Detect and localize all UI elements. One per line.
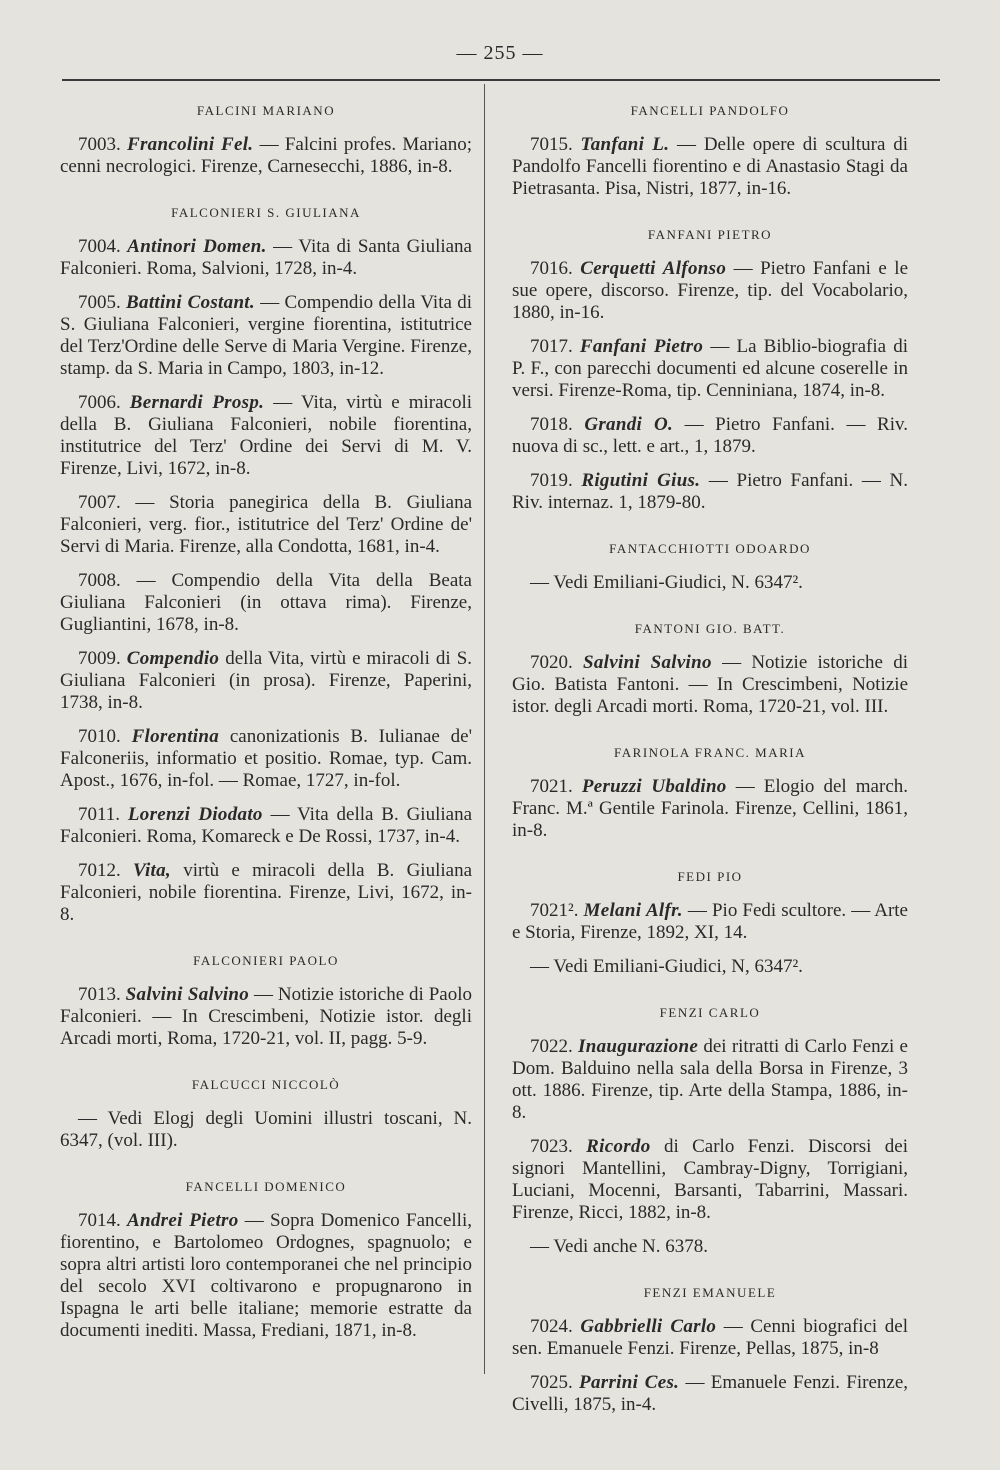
section-heading: FANTONI GIO. BATT. (634, 621, 786, 636)
bibliography-entry (512, 414, 908, 458)
bibliography-entry (512, 134, 908, 200)
bibliography-section (60, 102, 472, 178)
section-heading: FENZI CARLO (659, 1005, 761, 1020)
bibliography-entry (60, 1108, 472, 1152)
entry-number: 7009. (78, 648, 121, 669)
bibliography-entry (512, 470, 908, 514)
entry-author: Rigutini Gius. (581, 470, 701, 491)
section-heading: FALCONIERI PAOLO (193, 953, 339, 968)
entry-number: 7019. (530, 470, 573, 491)
section-heading: FENZI EMANUELE (643, 1285, 777, 1300)
entry-author: Salvini Salvino (125, 984, 250, 1005)
entry-text: — Pietro Fanfani. — N. Riv. internaz. 1, 1879-80. (512, 470, 908, 513)
bibliography-entry (60, 648, 472, 714)
bibliography-entry (60, 134, 472, 178)
entry-text: — Vita di Santa Giuliana Falconieri. Roma, Salvioni, 1728, in-4. (60, 236, 472, 279)
entry-number: 7017. (530, 336, 573, 357)
entry-number: 7007. (78, 492, 121, 513)
bibliography-entry (60, 492, 472, 558)
entry-author: Florentina (131, 726, 220, 747)
entry-number: 7012. (78, 860, 121, 881)
entry-text: della Vita, virtù e miracoli di S. Giuliana Falconieri (in prosa). Firenze, Paperini, 1738, in-8. (60, 648, 473, 713)
entry-number: 7022. (530, 1036, 573, 1057)
entry-number: 7015. (530, 134, 573, 155)
bibliography-section (60, 204, 472, 926)
entry-number: 7021. (530, 776, 573, 797)
entry-text: — Vita della B. Giuliana Falconieri. Roma, Komareck e De Rossi, 1737, in-4. (60, 804, 473, 847)
entry-text: — Pietro Fanfani. — Riv. nuova di sc., lett. e art., 1, 1879. (512, 414, 908, 457)
bibliography-entry (512, 572, 908, 594)
entry-text: — Cenni biografici del sen. Emanuele Fenzi. Firenze, Pellas, 1875, in-8 (512, 1316, 908, 1359)
entry-author: Gabbrielli Carlo (580, 1316, 717, 1337)
entry-text: dei ritratti di Carlo Fenzi e Dom. Balduino nella sala della Borsa in Firenze, 3 ott. 1886. Firenze, tip. Arte della Stampa, 1886, in-8. (512, 1036, 908, 1123)
entry-author: Lorenzi Diodato (127, 804, 263, 825)
entry-author: Melani Alfr. (583, 900, 683, 921)
bibliography-section (512, 1284, 908, 1416)
bibliography-entry (512, 652, 908, 718)
section-heading: FALCONIERI S. GIULIANA (171, 205, 361, 220)
bibliography-entry (512, 336, 908, 402)
entry-text: — Falcini profes. Mariano; cenni necrologici. Firenze, Carnesecchi, 1886, in-8. (60, 134, 472, 177)
section-heading: FARINOLA FRANC. MARIA (614, 745, 806, 760)
entry-author: Battini Costant. (126, 292, 255, 313)
section-heading: FANTACCHIOTTI ODOARDO (609, 541, 811, 556)
entry-text: — Sopra Domenico Fancelli, fiorentino, e Bartolomeo Ordognes, spagnuolo; e sopra altri artisti loro contemporanei che nel principio del secolo XVI coltivarono e propugnarono in Ispagna le arti belle italiane; memorie estratte da documenti inediti. Massa, Frediani, 1871, in-8. (60, 1210, 472, 1341)
entry-author: Cerquetti Alfonso (580, 258, 727, 279)
entry-author: Compendio (126, 648, 220, 669)
entry-text: — Vedi anche N. 6378. (530, 1236, 709, 1257)
entry-number: 7003. (78, 134, 121, 155)
entry-text: — Notizie istoriche di Paolo Falconieri. — In Crescimbeni, Notizie istor. degli Arcadi morti, Roma, 1720-21, vol. II, pagg. 5-9. (60, 984, 473, 1049)
entry-author: Ricordo (586, 1136, 651, 1157)
bibliography-entry (512, 1036, 908, 1124)
entry-author: Tanfani L. (580, 134, 670, 155)
entry-author: Antinori Domen. (127, 236, 267, 257)
entry-author: Salvini Salvino (583, 652, 712, 673)
entry-text: — Vita, virtù e miracoli della B. Giuliana Falconieri, nobile fiorentina, institutrice del Terz' Ordine dei Servi di M. V. Firenze, Livi, 1672, in-8. (60, 392, 473, 479)
bibliography-entry (60, 392, 472, 480)
page-number: — 255 — (456, 42, 544, 64)
entry-number: 7025. (530, 1372, 573, 1393)
bibliography-section (512, 102, 908, 200)
bibliography-entry (60, 726, 472, 792)
bibliography-entry (512, 900, 908, 944)
bibliography-entry (60, 1210, 472, 1342)
entry-author: Bernardi Prosp. (129, 392, 265, 413)
entry-number: 7024. (530, 1316, 573, 1337)
bibliography-section (512, 540, 908, 594)
bibliography-section (512, 1004, 908, 1258)
entry-text: — Elogio del march. Franc. M.ª Gentile Farinola. Firenze, Cellini, 1861, in-8. (512, 776, 909, 841)
bibliography-section (512, 226, 908, 514)
entry-text: di Carlo Fenzi. Discorsi dei signori Mantellini, Cambray-Digny, Torrigiani, Luciani, Mocenni, Barsanti, Tabarrini, Massari. Firenze, Ricci, 1882, in-8. (512, 1136, 909, 1223)
bibliography-entry (60, 236, 472, 280)
entry-number: 7010. (78, 726, 121, 747)
header-rule (62, 79, 940, 81)
section-heading: FANCELLI PANDOLFO (630, 103, 790, 118)
bibliography-entry (512, 1372, 908, 1416)
bibliography-entry (512, 1236, 908, 1258)
entry-author: Inaugurazione (578, 1036, 699, 1057)
bibliography-entry (60, 860, 472, 926)
entry-number: 7008. (78, 570, 121, 591)
bibliography-section (512, 744, 908, 842)
entry-text: — Emanuele Fenzi. Firenze, Civelli, 1875, in-4. (512, 1372, 908, 1415)
section-heading: FEDI PIO (677, 869, 743, 884)
entry-text: canonizationis B. Iulianae de' Falconeriis, informatio et positio. Romae, typ. Cam. Apost., 1676, in-fol. — Romae, 1727, in-fol. (60, 726, 472, 791)
entry-text: — Storia panegirica della B. Giuliana Falconieri, verg. fior., istitutrice del Terz' Ordine de' Servi di Maria. Firenze, alla Condotta, 1681, in-4. (60, 492, 473, 557)
entry-number: 7016. (530, 258, 573, 279)
bibliography-section (512, 868, 908, 978)
entry-number: 7004. (78, 236, 121, 257)
entry-author: Grandi O. (584, 414, 674, 435)
bibliography-section (60, 952, 472, 1050)
entry-number: 7006. (78, 392, 121, 413)
entry-number: 7023. (530, 1136, 573, 1157)
bibliography-entry (60, 292, 472, 380)
entry-author: Peruzzi Ubaldino (581, 776, 727, 797)
entry-text: — Compendio della Vita di S. Giuliana Falconieri, vergine fiorentina, istitutrice del Terz'Ordine delle Serve di Maria Vergine. Firenze, stamp. da S. Maria in Campo, 1803, in-12. (60, 292, 472, 379)
entry-text: virtù e miracoli della B. Giuliana Falconieri, nobile fiorentina. Firenze, Livi, 1672, in-8. (60, 860, 472, 925)
entry-number: 7014. (78, 1210, 121, 1231)
entry-text: — Vedi Emiliani-Giudici, N. 6347². (530, 572, 803, 593)
entry-number: 7020. (530, 652, 573, 673)
section-heading: FALCINI MARIANO (196, 103, 336, 118)
entry-number: 7011. (78, 804, 121, 825)
bibliography-entry (512, 258, 908, 324)
bibliography-section (60, 1076, 472, 1152)
bibliography-entry (512, 1316, 908, 1360)
bibliography-entry (512, 1136, 908, 1224)
entry-author: Vita, (133, 860, 171, 881)
left-column (60, 102, 472, 1368)
bibliography-entry (60, 804, 472, 848)
section-heading: FALCUCCI NICCOLÒ (191, 1077, 341, 1092)
section-heading: FANCELLI DOMENICO (185, 1179, 347, 1194)
entry-text: — Pietro Fanfani e le sue opere, discorso. Firenze, tip. del Vocabolario, 1880, in-16. (512, 258, 909, 323)
column-divider (484, 84, 485, 1374)
bibliography-entry (512, 776, 908, 842)
entry-text: — Notizie istoriche di Gio. Batista Fantoni. — In Crescimbeni, Notizie istor. degli Arcadi morti. Roma, 1720-21, vol. III. (512, 652, 908, 717)
bibliography-section (60, 1178, 472, 1342)
entry-number: 7018. (530, 414, 573, 435)
entry-author: Parrini Ces. (579, 1372, 680, 1393)
entry-text: — Vedi Elogj degli Uomini illustri toscani, N. 6347, (vol. III). (60, 1108, 472, 1151)
entry-number: 7021². (530, 900, 579, 921)
bibliography-entry (512, 956, 908, 978)
bibliography-entry (60, 570, 472, 636)
right-column (512, 102, 908, 1442)
entry-text: — Pio Fedi scultore. — Arte e Storia, Firenze, 1892, XI, 14. (512, 900, 908, 943)
entry-text: — Vedi Emiliani-Giudici, N, 6347². (530, 956, 803, 977)
bibliography-entry (60, 984, 472, 1050)
entry-text: — La Biblio-biografia di P. F., con parecchi documenti ed alcune coserelle in versi. Firenze-Roma, tip. Cenniniana, 1874, in-8. (512, 336, 909, 401)
section-heading: FANFANI PIETRO (647, 227, 773, 242)
bibliography-section (512, 620, 908, 718)
entry-number: 7005. (78, 292, 121, 313)
entry-author: Francolini Fel. (127, 134, 254, 155)
entry-author: Fanfani Pietro (579, 336, 704, 357)
entry-number: 7013. (78, 984, 121, 1005)
entry-text: — Delle opere di scultura di Pandolfo Fancelli fiorentino e di Anastasio Stagi da Pietrasanta. Pisa, Nistri, 1877, in-16. (512, 134, 908, 199)
entry-text: — Compendio della Vita della Beata Giuliana Falconieri (in ottava rima). Firenze, Gugliantini, 1678, in-8. (60, 570, 472, 635)
entry-author: Andrei Pietro (127, 1210, 239, 1231)
